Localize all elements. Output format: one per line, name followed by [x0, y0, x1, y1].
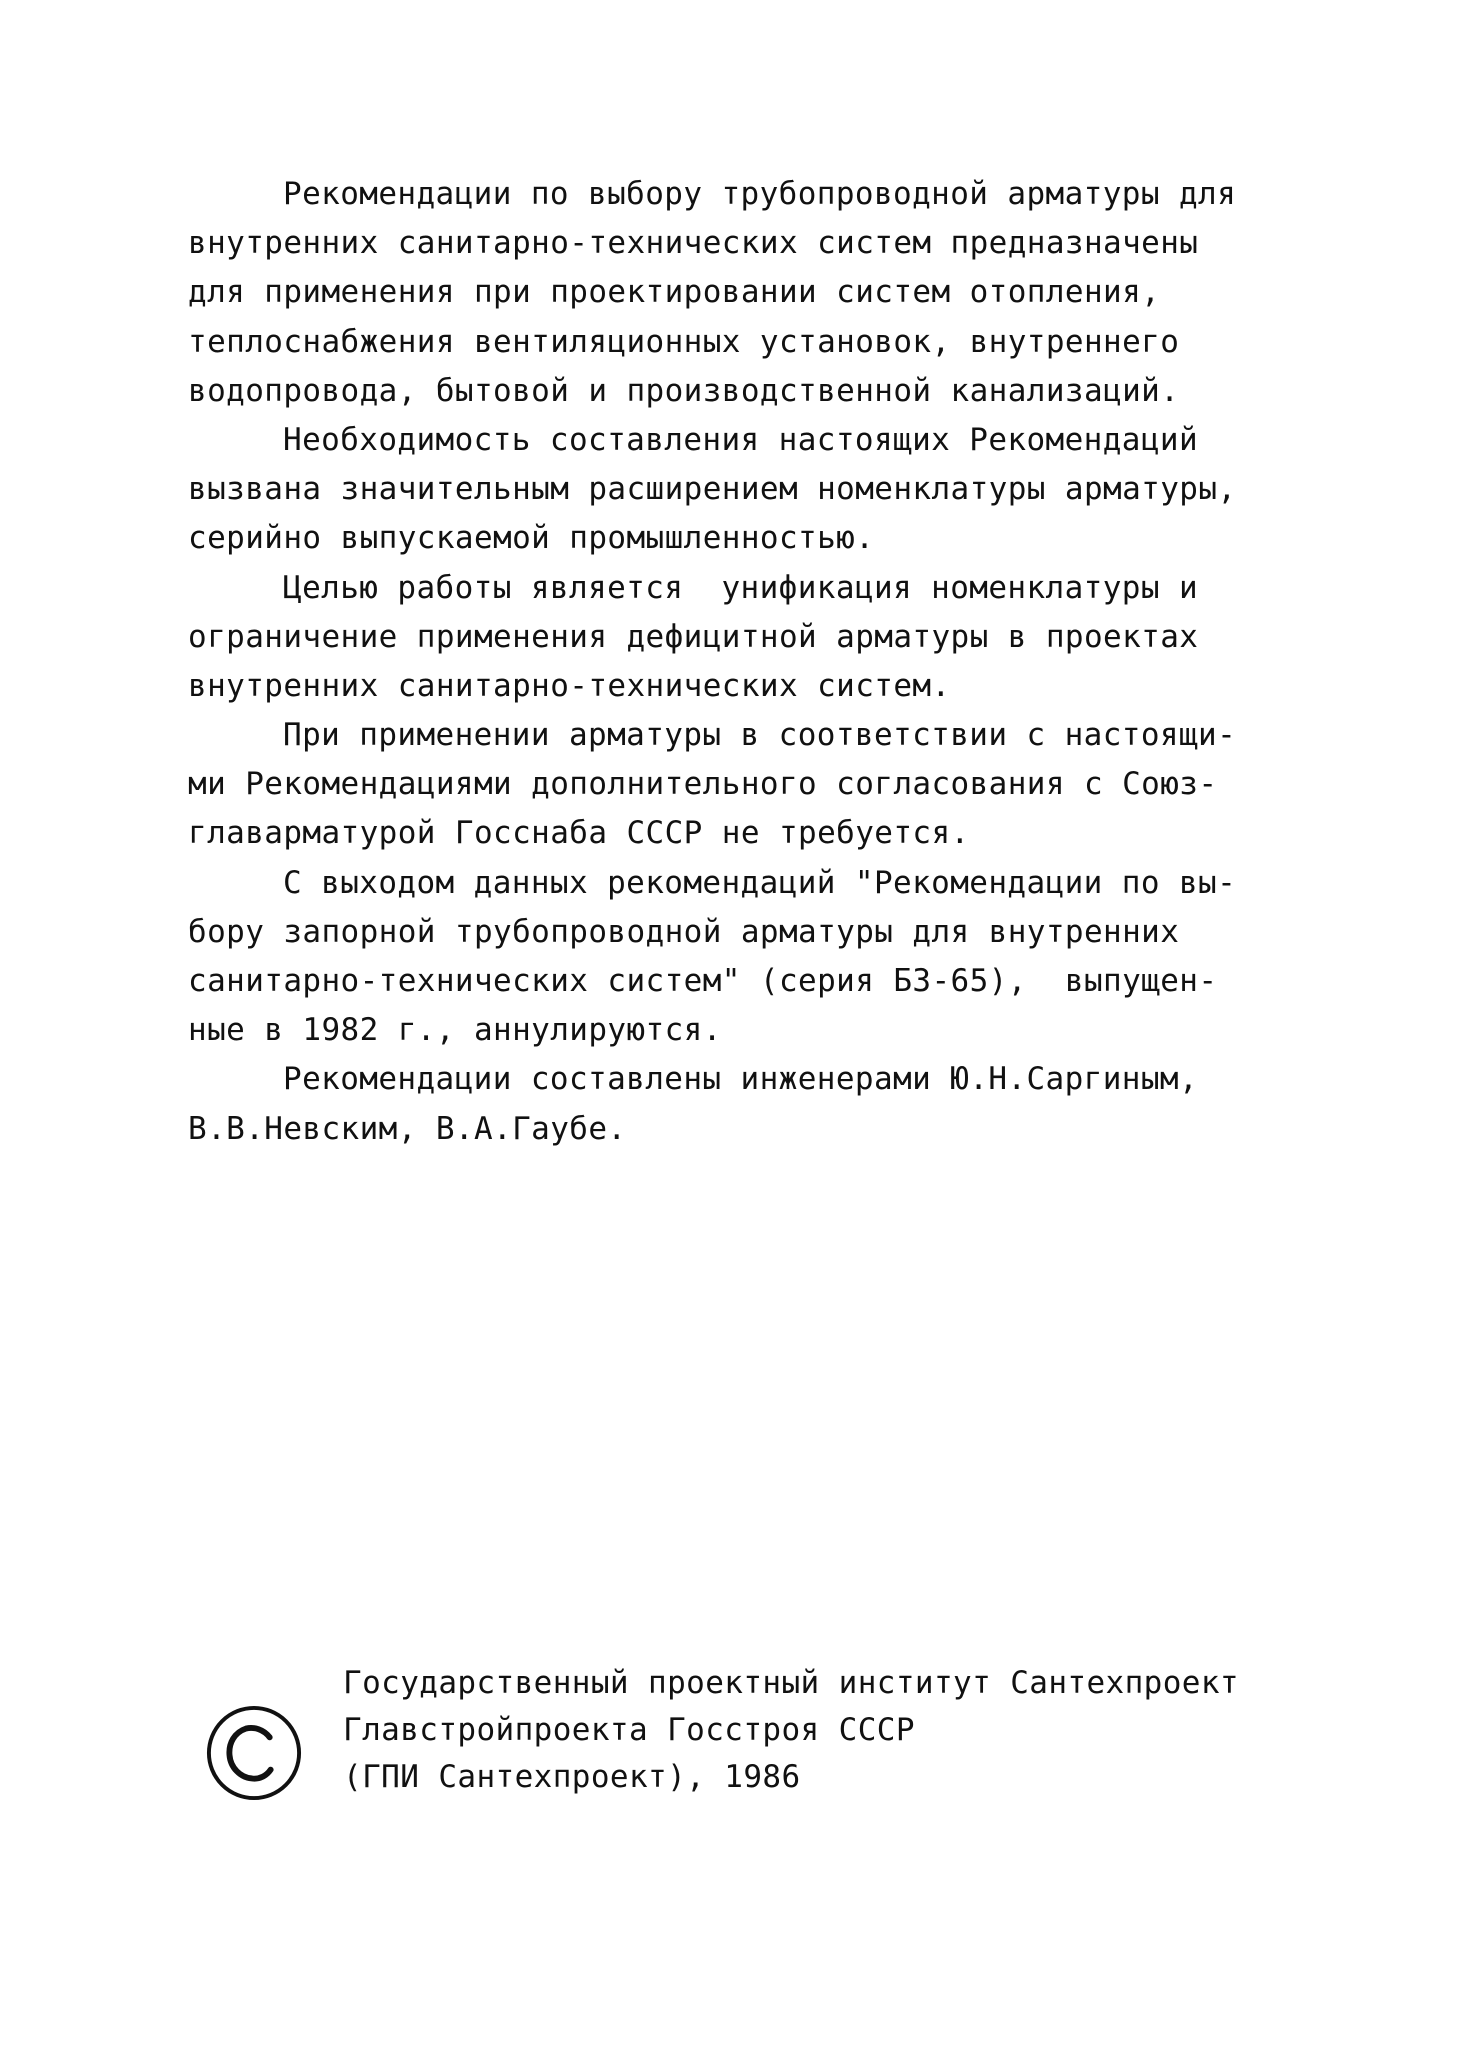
- text-line: ограничение применения дефицитной арматуры в проектах: [188, 618, 1199, 655]
- paragraph-necessity: [188, 416, 1328, 564]
- publisher-line: (ГПИ Сантехпроект), 1986: [343, 1759, 801, 1795]
- copyright-imprint: [205, 1660, 1335, 1830]
- text-line: внутренних санитарно-технических систем.: [188, 667, 951, 704]
- text-line: ми Рекомендациями дополнительного согласования с Союз-: [188, 766, 1218, 803]
- text-line: Рекомендации составлены инженерами Ю.Н.Саргиным,: [283, 1061, 1199, 1098]
- text-line: В.В.Невским, В.А.Гаубе.: [188, 1110, 627, 1147]
- text-line: вызвана значительным расширением номенклатуры арматуры,: [188, 471, 1237, 508]
- text-line: серийно выпускаемой промышленностью.: [188, 520, 875, 557]
- paragraph-purpose: [188, 170, 1328, 416]
- publisher-info: [343, 1660, 1239, 1801]
- text-line: внутренних санитарно-технических систем предназначены: [188, 225, 1199, 262]
- text-line: ные в 1982 г., аннулируются.: [188, 1012, 722, 1049]
- text-line: Целью работы является унификация номенклатуры и: [283, 569, 1199, 606]
- publisher-line: Государственный проектный институт Сантехпроект: [343, 1665, 1239, 1701]
- text-line: С выходом данных рекомендаций "Рекомендации по вы-: [283, 864, 1237, 901]
- paragraph-annulment: [188, 859, 1328, 1056]
- text-line: водопровода, бытовой и производственной канализаций.: [188, 372, 1180, 409]
- text-line: главарматурой Госснаба СССР не требуется.: [188, 815, 970, 852]
- document-body: [188, 170, 1328, 1154]
- text-line: При применении арматуры в соответствии с настоящи-: [283, 717, 1237, 754]
- paragraph-authors: [188, 1055, 1328, 1153]
- copyright-icon: [205, 1704, 303, 1802]
- text-line: санитарно-технических систем" (серия БЗ-65), выпущен-: [188, 963, 1218, 999]
- text-line: бору запорной трубопроводной арматуры для внутренних: [188, 913, 1180, 950]
- paragraph-goal: [188, 564, 1328, 712]
- publisher-line: Главстройпроекта Госстроя СССР: [343, 1712, 915, 1748]
- text-line: теплоснабжения вентиляционных установок, внутреннего: [188, 323, 1180, 360]
- text-line: Рекомендации по выбору трубопроводной арматуры для: [283, 176, 1237, 212]
- paragraph-approval: [188, 711, 1328, 859]
- text-line: Необходимость составления настоящих Рекомендаций: [283, 421, 1199, 458]
- text-line: для применения при проектировании систем отопления,: [188, 274, 1161, 311]
